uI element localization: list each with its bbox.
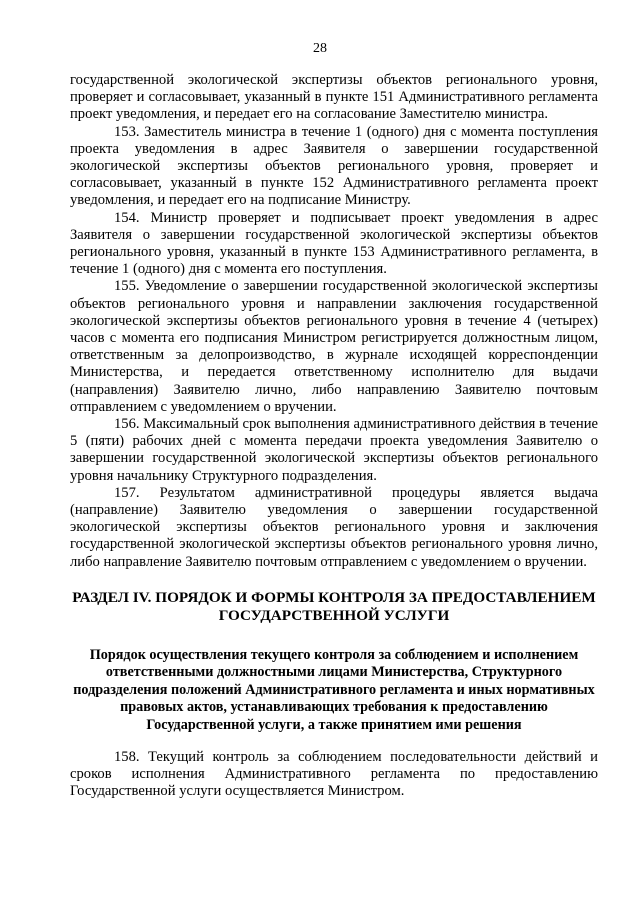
- document-body: [70, 72, 598, 801]
- paragraph-158: 158. Текущий контроль за соблюдением последовательности действий и сроков исполнения Административного регламента по предоставлению Государственной услуги осуществляется Министром.: [70, 748, 598, 800]
- page-number: 28: [313, 41, 327, 56]
- paragraph-153: 153. Заместитель министра в течение 1 (одного) дня с момента поступления проекта уведомления в адрес Заявителя о завершении государственной экологической экспертизы объектов регионального уровня, проверяет и согласовывает, указанный в пункте 152 Административного регламента проект уведомления, и передает его на подписание Министру.: [70, 123, 598, 209]
- paragraph-154: 154. Министр проверяет и подписывает проект уведомления в адрес Заявителя о завершении государственной экологической экспертизы объектов регионального уровня, указанный в пункте 153 Административного регламента, в течение 1 (одного) дня с момента его поступления.: [70, 209, 598, 278]
- section-title: РАЗДЕЛ IV. ПОРЯДОК И ФОРМЫ КОНТРОЛЯ ЗА ПРЕДОСТАВЛЕНИЕМ ГОСУДАРСТВЕННОЙ УСЛУГИ: [72, 588, 596, 624]
- paragraph-156: 156. Максимальный срок выполнения административного действия в течение 5 (пяти) рабочих дней с момента передачи проекта уведомления Заявителю о завершении государственной экологической экспертизы объектов регионального уровня начальнику Структурного подразделения.: [70, 416, 598, 484]
- paragraph-continuation: государственной экологической экспертизы объектов регионального уровня, проверяет и согласовывает, указанный в пункте 151 Административного регламента проект уведомления, и передает его на согласование Заместителю министра.: [70, 72, 598, 123]
- paragraph-157: 157. Результатом административной процедуры является выдача (направление) Заявителю уведомления о завершении государственной экологической экспертизы объектов регионального уровня и заключения государственной экологической экспертизы объектов регионального уровня лично, либо направление Заявителю почтовым отправлением с уведомлением о вручении.: [70, 484, 598, 570]
- paragraph-155: 155. Уведомление о завершении государственной экологической экспертизы объектов регионального уровня и направлении заключения государственной экологической экспертизы объектов регионального уровня в течение 4 (четырех) часов с момента его подписания Министром регистрируется должностным лицом, ответственным за делопроизводство, в журнале исходящей корреспонденции Министерства, и передается ответственному исполнителю для выдачи (направления) Заявителю лично, либо направлению Заявителю почтовым отправлением с уведомлением о вручении.: [70, 278, 598, 415]
- subsection-title: Порядок осуществления текущего контроля за соблюдением и исполнением ответственными должностными лицами Министерства, Структурного подразделения положений Административного регламента и иных нормативных правовых актов, устанавливающих требования к предоставлению Государственной услуги, а также принятием ими решения: [73, 646, 595, 733]
